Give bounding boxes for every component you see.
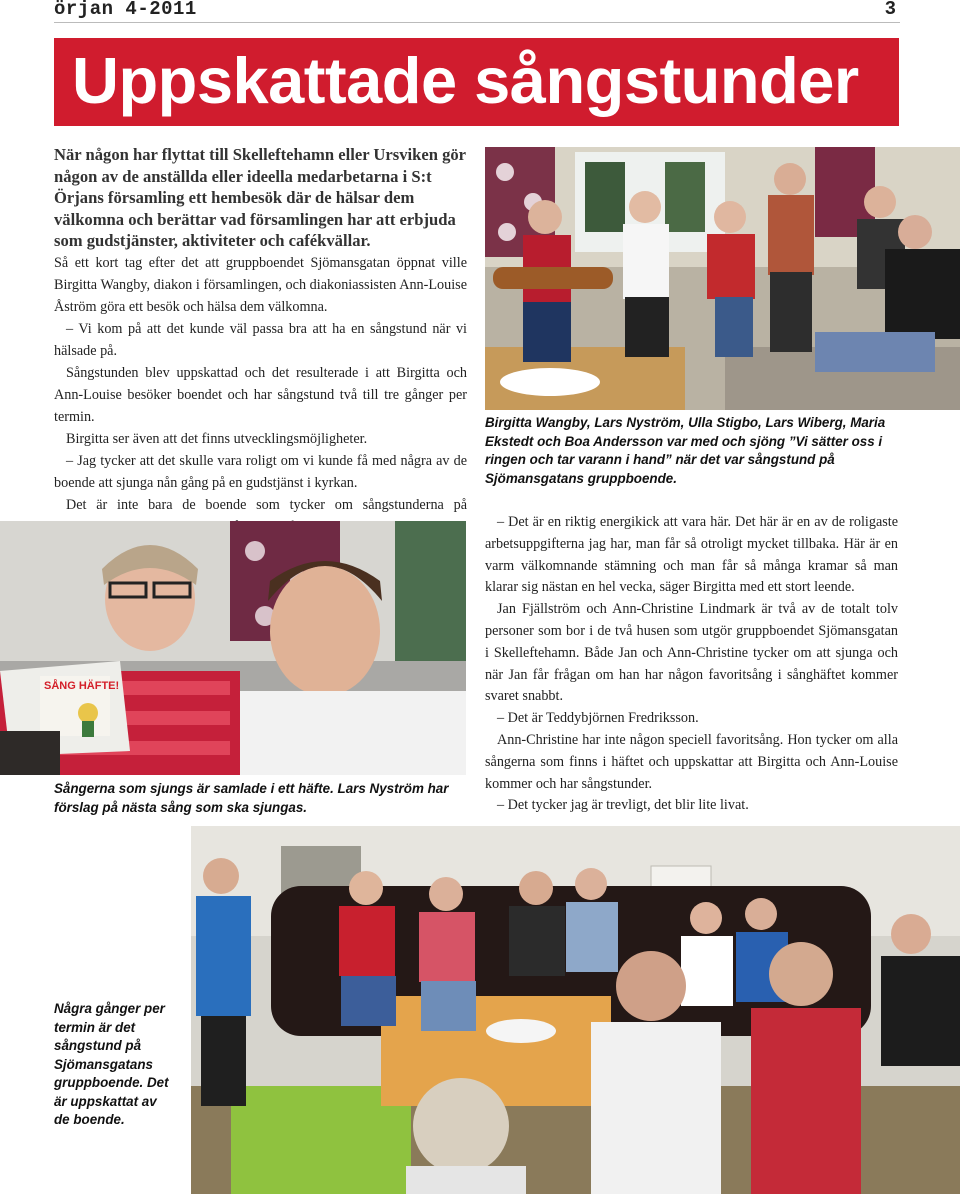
left-column [54, 144, 467, 538]
paragraph: – Det är en riktig energikick att vara här. Det här är en av de roligaste arbetsuppgifterna jag har, man får så otroligt mycket tillbaka. Här är en varm välkomnande stämning och man får så många kramar så man klarar sig nästan en hel vecka, säger Birgitta med ett stort leende. [485, 514, 898, 596]
body-text-left [54, 252, 467, 538]
caption-singing-circle: Birgitta Wangby, Lars Nyström, Ulla Stigbo, Lars Wiberg, Maria Ekstedt och Boa Andersson var med och sjöng ”Vi sätter oss i ringen och tar varann i hand” när det var sångstund på Sjömansgatans gruppboende. [485, 415, 886, 486]
paragraph: – Det tycker jag är trevligt, det blir lite livat. [497, 797, 749, 814]
photo-illustration [191, 826, 960, 1194]
paragraph: – Jag tycker att det skulle vara roligt om vi kunde få med några av de boende att sjunga nån gång på en gudstjänst i kyrkan. [54, 452, 467, 491]
paragraph: Jan Fjällström och Ann-Christine Lindmark är två av de totalt tolv personer som bor i de två husen som utgör gruppboendet Sjömansgatan i Skelleftehamn. Både Jan och Ann-Christine tycker om att sjunga och när Jan får frågan om han har någon favoritsång i sånghäftet kommer svaret snabbt. [485, 601, 898, 705]
caption-living-room: Några gånger per termin är det sångstund på Sjömansgatans gruppboende. Det är uppskattat av de boende. [54, 1001, 169, 1127]
paragraph: Det är inte bara de boende som tycker om sångstunderna på [66, 496, 467, 513]
issue-label: örjan 4-2011 [54, 0, 197, 20]
photo-living-room [191, 826, 960, 1194]
caption-songbook: Sångerna som sjungs är samlade i ett häfte. Lars Nyström har förslag på nästa sång som ska sjungas. [54, 781, 449, 815]
photo-illustration [0, 521, 466, 775]
photo-singing-circle [485, 147, 960, 410]
photo-songbook [0, 521, 466, 775]
paragraph: Så ett kort tag efter det att gruppboendet Sjömansgatan öppnat ville Birgitta Wangby, diakon i församlingen, och diakoniassisten Ann-Louise Åström göra ett besök och hälsa dem välkomna. [54, 254, 467, 315]
page-header [54, 0, 900, 23]
songbook-cover-text: SÅNG HÄFTE! [44, 680, 120, 692]
paragraph: Birgitta ser även att det finns utvecklingsmöjligheter. [66, 430, 368, 447]
paragraph: – Vi kom på att det kunde väl passa bra att ha en sångstund när vi hälsade på. [54, 320, 467, 359]
right-column [485, 512, 898, 817]
paragraph: – Det är Teddybjörnen Fredriksson. [497, 710, 699, 727]
photo-illustration [485, 147, 960, 410]
lead-paragraph: När någon har flyttat till Skelleftehamn eller Ursviken gör någon av de anställda eller ideella medarbetarna i S:t Örjans församling ett hembesök där de hälsar dem välkomna och berättar vad församlingen har att erbjuda som gudstjänster, aktiviteter och cafékvällar. [54, 145, 466, 251]
page-number: 3 [884, 0, 896, 20]
article-title: Uppskattade sångstunder [72, 44, 859, 117]
title-banner [54, 38, 899, 126]
paragraph: Ann-Christine har inte någon speciell favoritsång. Hon tycker om alla sångerna som finns i häftet och uppskattar att Birgitta och Ann-Louise kommer och har sångstunder. [485, 731, 898, 792]
paragraph: Sångstunden blev uppskattad och det resulterade i att Birgitta och Ann-Louise besöker boendet och har sångstund två till tre gånger per termin. [54, 364, 467, 425]
